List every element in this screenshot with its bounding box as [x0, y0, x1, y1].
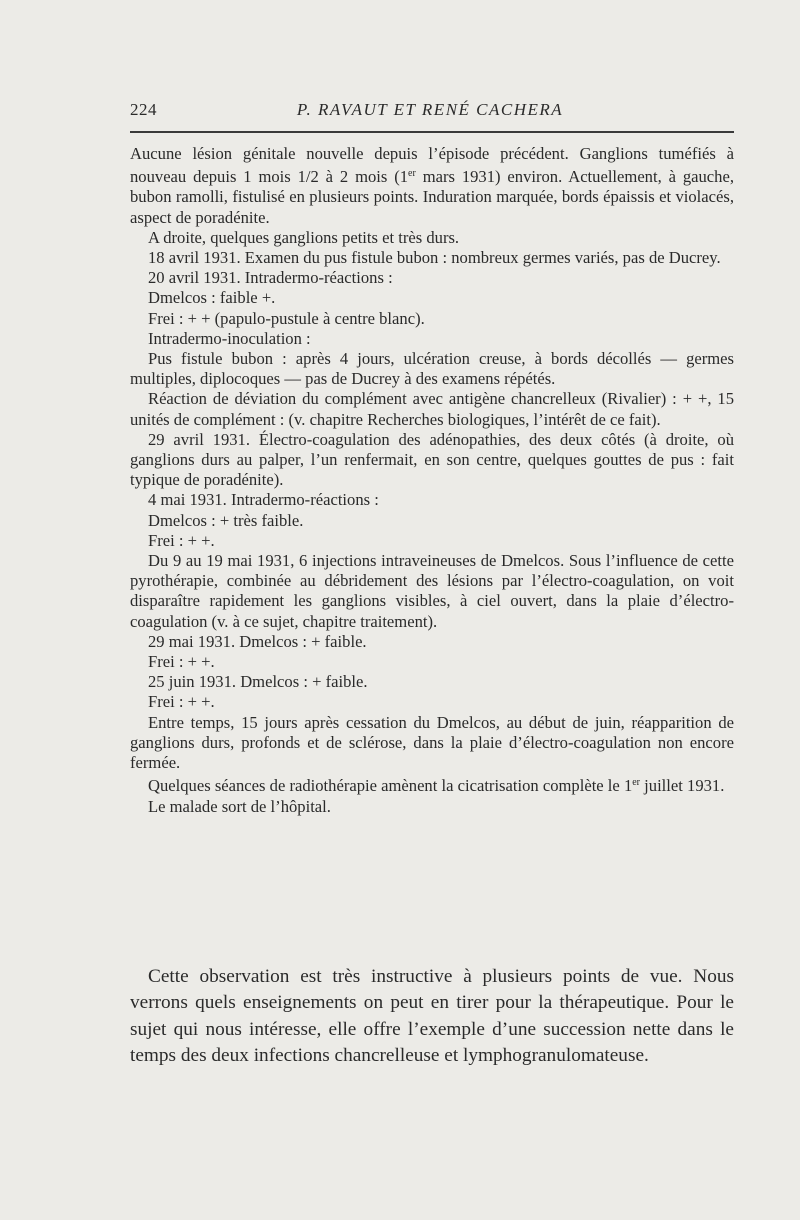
case-note-paragraph: Frei : + +.: [148, 652, 215, 672]
case-note-paragraph: Quelques séances de radiothérapie amènent la cicatrisation complète le 1er juillet 1931.: [148, 776, 725, 796]
case-note-paragraph: Dmelcos : + très faible.: [148, 510, 304, 530]
case-note-paragraph: 29 mai 1931. Dmelcos : + faible.: [148, 631, 367, 651]
case-note-paragraph: Réaction de déviation du complément avec antigène chancrelleux (Rivalier) : + +, 15 unités de complément : (v. chapitre Recherches biologiques, l’intérêt de ce fait).: [130, 389, 734, 429]
case-note-paragraph: Frei : + +.: [148, 692, 215, 712]
commentary-paragraph: Cette observation est très instructive à plusieurs points de vue. Nous verrons quels enseignements on peut en tirer pour la thérapeutique. Pour le sujet qui nous intéresse, elle offre l’exemple d’une succession nette dans le temps des deux infections chancrelleuse et lymphogranulomateuse.: [130, 966, 734, 1067]
case-note-paragraph: 29 avril 1931. Électro-coagulation des adénopathies, des deux côtés (à droite, où ganglions durs au palper, l’un renfermait, en son centre, quelques gouttes de pus : fait typique de poradénite).: [130, 429, 734, 490]
case-note-paragraph: 20 avril 1931. Intradermo-réactions :: [148, 268, 393, 288]
page-header: [130, 100, 730, 130]
case-note-paragraph: 4 mai 1931. Intradermo-réactions :: [148, 490, 379, 510]
case-note-paragraph: Frei : + + (papulo-pustule à centre blanc).: [148, 308, 425, 328]
page-number: 224: [130, 100, 157, 119]
commentary: [130, 964, 734, 1070]
header-rule: [130, 131, 734, 133]
case-note-paragraph: Entre temps, 15 jours après cessation du Dmelcos, au début de juin, réapparition de ganglions durs, profonds et de sclérose, dans la plaie d’électro-coagulation non encore fermée.: [130, 712, 734, 773]
case-note-paragraph: 25 juin 1931. Dmelcos : + faible.: [148, 672, 368, 692]
case-note-paragraph: Pus fistule bubon : après 4 jours, ulcération creuse, à bords décollés — germes multiples, diplocoques — pas de Ducrey à des examens répétés.: [130, 349, 734, 389]
running-head: P. RAVAUT ET RENÉ CACHERA: [296, 100, 564, 119]
case-note-paragraph: 18 avril 1931. Examen du pus fistule bubon : nombreux germes variés, pas de Ducrey.: [148, 248, 721, 268]
case-note-paragraph: Le malade sort de l’hôpital.: [148, 796, 331, 816]
case-note-paragraph: Aucune lésion génitale nouvelle depuis l’épisode précédent. Ganglions tuméfiés à nouveau depuis 1 mois 1/2 à 2 mois (1er mars 1931) environ. Actuellement, à gauche, bubon ramolli, fistulisé en plusieurs points. Induration marquée, bords épaissis et violacés, aspect de poradénite.: [130, 144, 734, 227]
case-note-paragraph: Du 9 au 19 mai 1931, 6 injections intraveineuses de Dmelcos. Sous l’influence de cette pyrothérapie, combinée au débridement des lésions par l’électro-coagulation, on voit disparaître rapidement les ganglions visibles, à ciel ouvert, dans la plaie d’électro-coagulation (v. à ce sujet, chapitre traitement).: [130, 551, 734, 631]
case-notes: [130, 144, 734, 817]
case-note-paragraph: Intradermo-inoculation :: [148, 328, 311, 348]
case-note-paragraph: Frei : + +.: [148, 530, 215, 550]
case-note-paragraph: Dmelcos : faible +.: [148, 288, 276, 308]
case-note-paragraph: A droite, quelques ganglions petits et très durs.: [148, 227, 460, 247]
